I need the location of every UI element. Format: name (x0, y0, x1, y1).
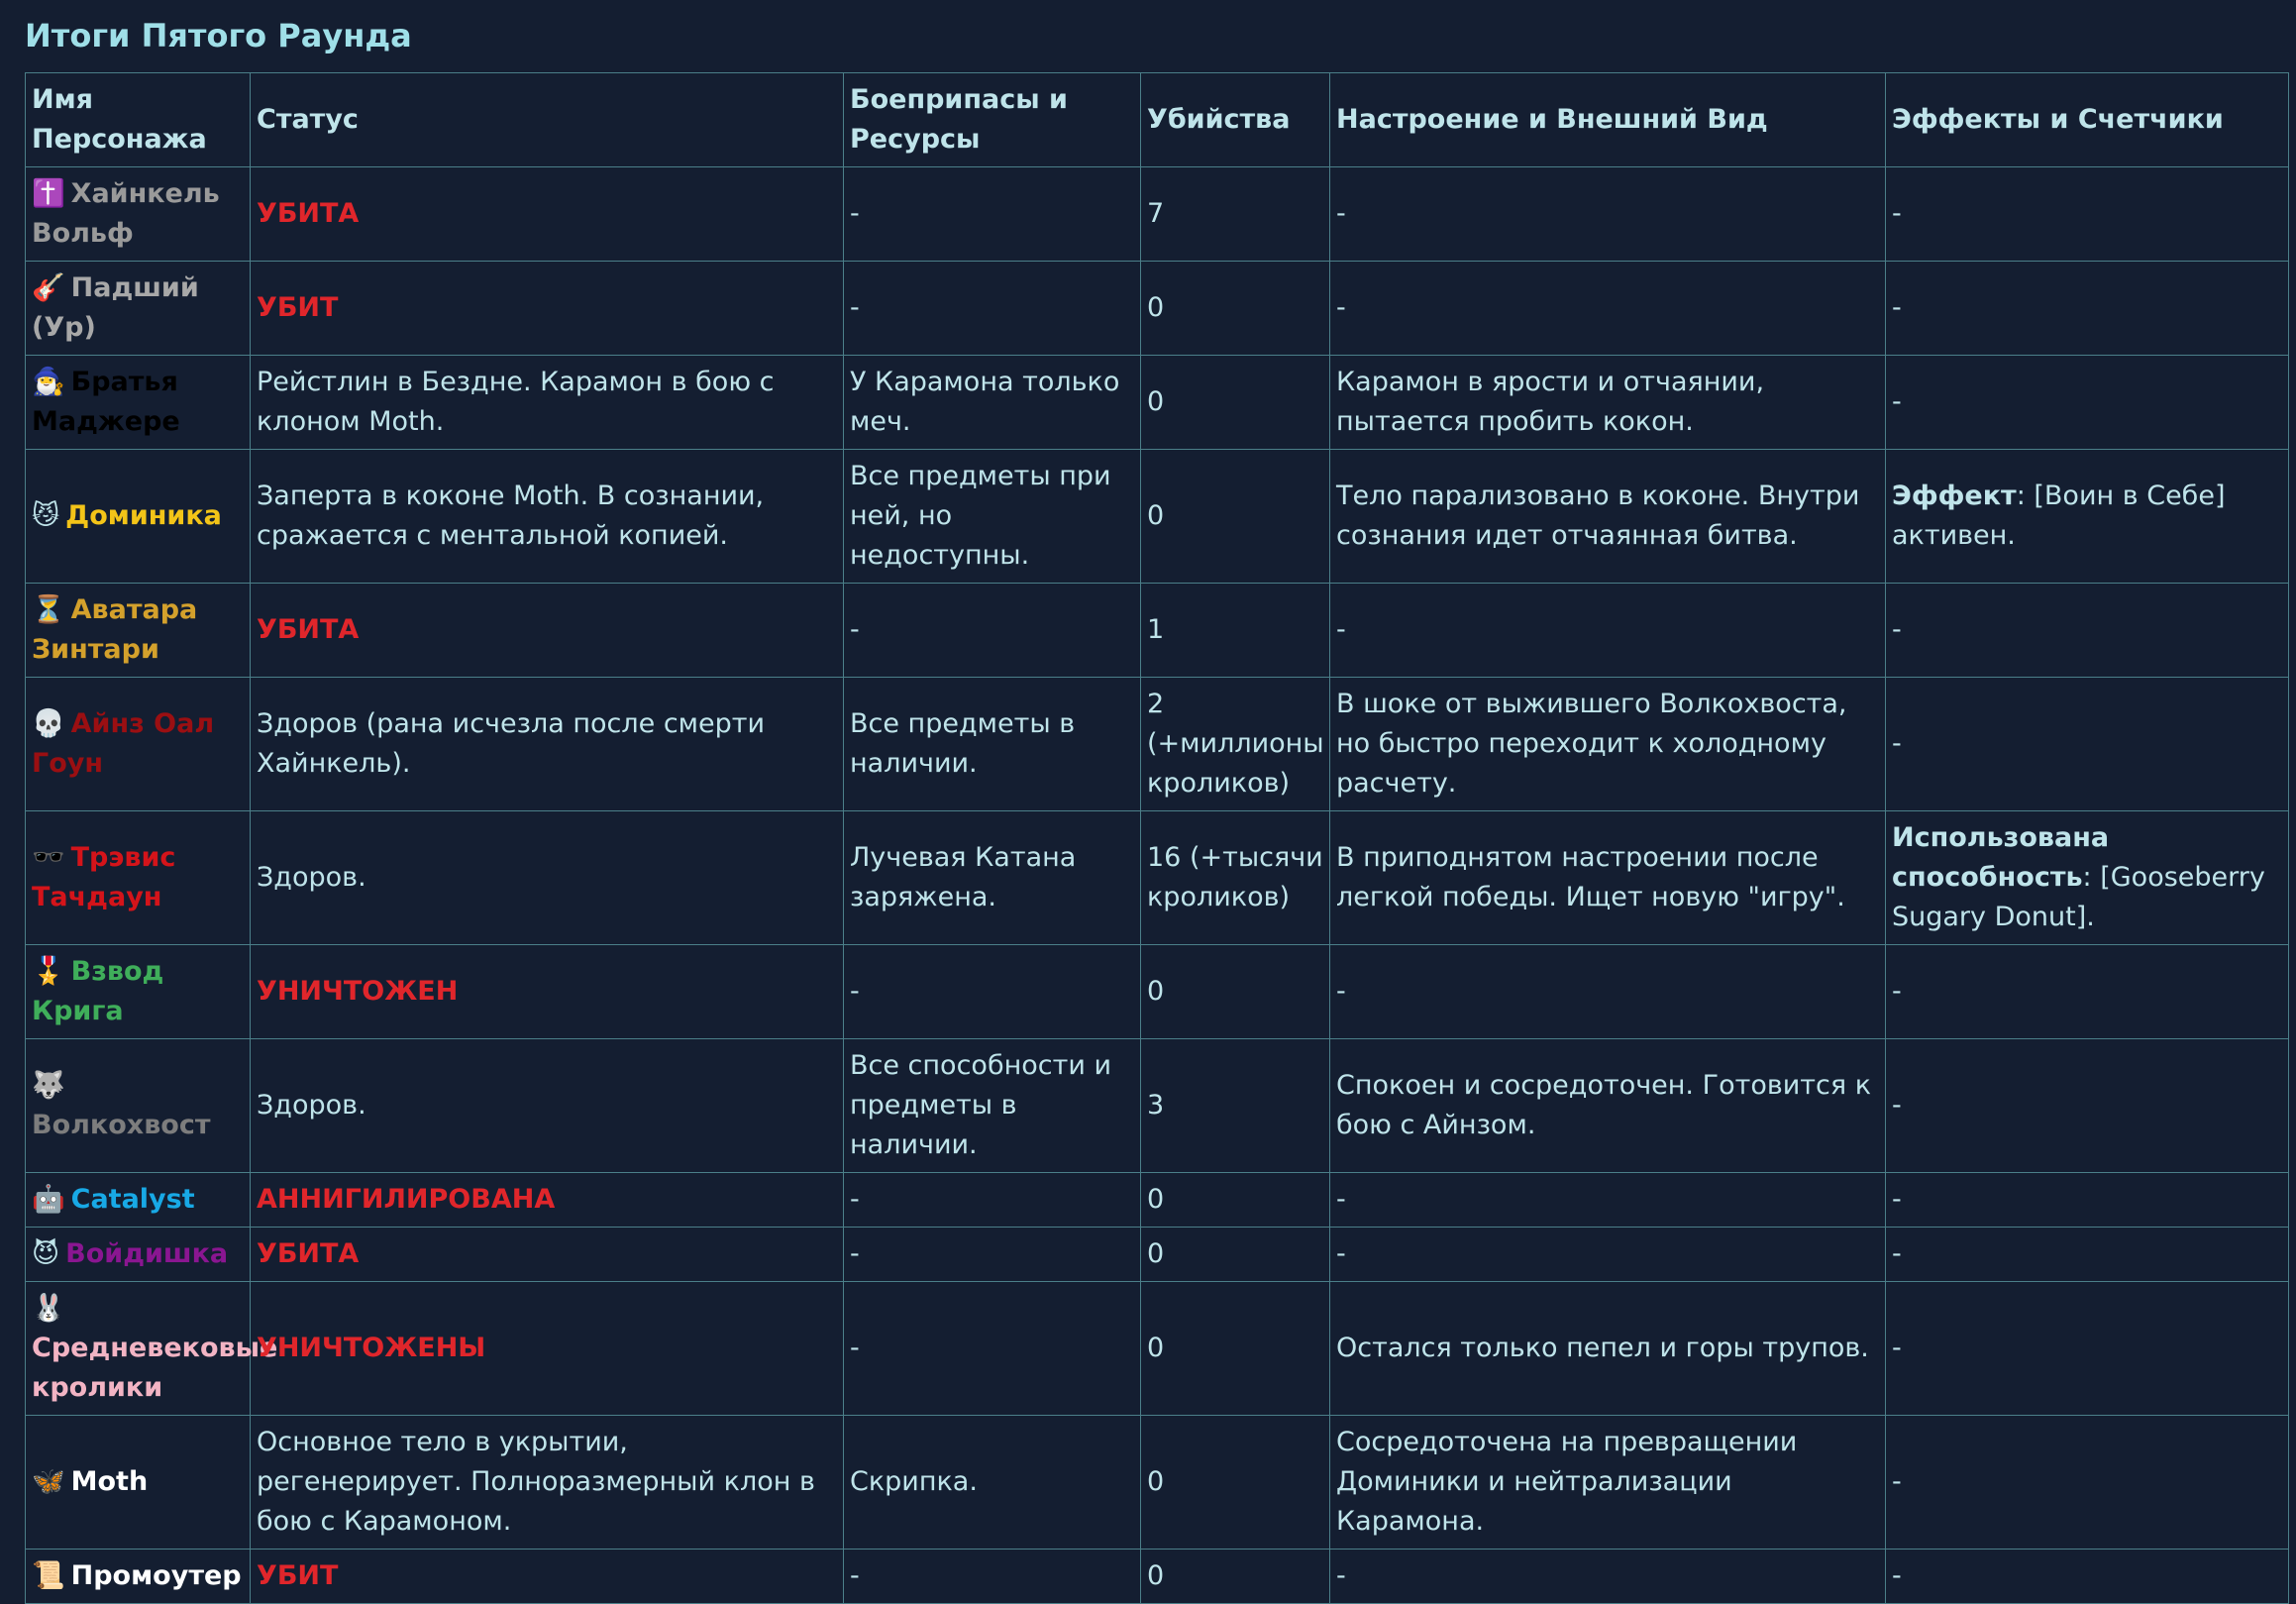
character-name-cell (26, 945, 251, 1039)
character-name-cell (26, 1173, 251, 1228)
table-row (26, 1173, 2289, 1228)
table-row (26, 1282, 2289, 1416)
mood-cell: Карамон в ярости и отчаянии, пытается пробить кокон. (1330, 356, 1886, 450)
robot-icon: 🤖 (32, 1184, 65, 1215)
character-name-cell (26, 167, 251, 262)
mood-cell: Спокоен и сосредоточен. Готовится к бою с Айнзом. (1330, 1039, 1886, 1173)
character-name: Айнз Оал Гоун (32, 708, 215, 779)
kills-cell: 0 (1141, 1228, 1330, 1282)
kills-cell: 1 (1141, 584, 1330, 678)
status-cell: УНИЧТОЖЕН (251, 945, 844, 1039)
round-results-table (25, 72, 2289, 1604)
kills-cell: 2 (+миллионы кроликов) (1141, 678, 1330, 811)
status-cell: УБИТ (251, 1550, 844, 1604)
mood-cell: - (1330, 1173, 1886, 1228)
header-name: Имя Персонажа (26, 73, 251, 167)
ammo-cell: - (844, 1173, 1141, 1228)
table-row (26, 356, 2289, 450)
effect-text: : [Gooseberry Sugary Donut]. (1892, 862, 2265, 932)
character-name: Catalyst (70, 1184, 195, 1215)
kills-cell: 0 (1141, 945, 1330, 1039)
effect-label: Использована способность (1892, 822, 2110, 893)
effects-cell: - (1886, 1550, 2289, 1604)
ammo-cell: - (844, 584, 1141, 678)
effect-label: Эффект (1892, 481, 2017, 511)
header-kills: Убийства (1141, 73, 1330, 167)
ammo-cell: - (844, 1228, 1141, 1282)
mood-cell: - (1330, 167, 1886, 262)
status-cell: УБИТА (251, 167, 844, 262)
military-medal-icon: 🎖️ (32, 956, 65, 987)
ammo-cell: - (844, 1282, 1141, 1416)
sunglasses-icon: 🕶️ (32, 842, 65, 873)
status-cell: Здоров (рана исчезла после смерти Хайнкель). (251, 678, 844, 811)
character-name: Аватара Зинтари (32, 594, 198, 665)
character-name: Средневековые кролики (32, 1333, 278, 1403)
kills-cell: 0 (1141, 450, 1330, 584)
status-cell: УНИЧТОЖЕНЫ (251, 1282, 844, 1416)
effect-text: : [Воин в Себе] активен. (1892, 481, 2226, 551)
cat-face-icon: 😼 (32, 500, 60, 531)
character-name-cell (26, 1550, 251, 1604)
effects-cell (1886, 450, 2289, 584)
guitar-icon: 🎸 (32, 272, 65, 303)
status-cell: УБИТА (251, 584, 844, 678)
ammo-cell: У Карамона только меч. (844, 356, 1141, 450)
kills-cell: 0 (1141, 1416, 1330, 1550)
mood-cell: - (1330, 1228, 1886, 1282)
character-name: Братья Маджере (32, 367, 180, 437)
ammo-cell: Все предметы в наличии. (844, 678, 1141, 811)
status-cell: Рейстлин в Бездне. Карамон в бою с клоном Moth. (251, 356, 844, 450)
character-name-cell (26, 450, 251, 584)
hourglass-icon: ⏳ (32, 594, 65, 625)
mood-cell: В приподнятом настроении после легкой победы. Ищет новую "игру". (1330, 811, 1886, 945)
table-row (26, 945, 2289, 1039)
ammo-cell: - (844, 262, 1141, 356)
ammo-cell: Скрипка. (844, 1416, 1141, 1550)
effects-cell: - (1886, 262, 2289, 356)
table-row (26, 1228, 2289, 1282)
effects-cell: - (1886, 1039, 2289, 1173)
ammo-cell: Все способности и предметы в наличии. (844, 1039, 1141, 1173)
effects-cell: - (1886, 678, 2289, 811)
character-name: Промоутер (70, 1560, 242, 1591)
table-row (26, 167, 2289, 262)
character-name-cell (26, 811, 251, 945)
header-effects: Эффекты и Счетчики (1886, 73, 2289, 167)
mood-cell: Тело парализовано в коконе. Внутри сознания идет отчаянная битва. (1330, 450, 1886, 584)
table-row (26, 678, 2289, 811)
devil-face-icon: 😈 (32, 1238, 60, 1269)
character-name: Волкохвост (32, 1110, 211, 1140)
table-row (26, 262, 2289, 356)
table-row (26, 1550, 2289, 1604)
character-name: Войдишка (65, 1238, 229, 1269)
status-cell: Заперта в коконе Moth. В сознании, сражается с ментальной копией. (251, 450, 844, 584)
ammo-cell: - (844, 945, 1141, 1039)
kills-cell: 0 (1141, 262, 1330, 356)
ammo-cell: Все предметы при ней, но недоступны. (844, 450, 1141, 584)
rabbit-icon: 🐰 (32, 1293, 65, 1324)
character-name: Хайнкель Вольф (32, 178, 220, 249)
mood-cell: - (1330, 1550, 1886, 1604)
mood-cell: В шоке от выжившего Волкохвоста, но быстро переходит к холодному расчету. (1330, 678, 1886, 811)
header-ammo: Боеприпасы и Ресурсы (844, 73, 1141, 167)
scroll-icon: 📜 (32, 1560, 65, 1591)
table-row (26, 1039, 2289, 1173)
page-title: Итоги Пятого Раунда (25, 17, 412, 54)
status-cell: УБИТА (251, 1228, 844, 1282)
status-cell: АННИГИЛИРОВАНА (251, 1173, 844, 1228)
character-name: Трэвис Тачдаун (32, 842, 176, 912)
effects-cell: - (1886, 1282, 2289, 1416)
character-name-cell (26, 1039, 251, 1173)
effects-cell: - (1886, 945, 2289, 1039)
kills-cell: 3 (1141, 1039, 1330, 1173)
header-status: Статус (251, 73, 844, 167)
table-row (26, 584, 2289, 678)
kills-cell: 0 (1141, 356, 1330, 450)
latin-cross-icon: ✝️ (32, 178, 65, 209)
kills-cell: 0 (1141, 1282, 1330, 1416)
kills-cell: 0 (1141, 1550, 1330, 1604)
status-cell: Здоров. (251, 811, 844, 945)
character-name-cell (26, 678, 251, 811)
effects-cell: - (1886, 1416, 2289, 1550)
ammo-cell: - (844, 1550, 1141, 1604)
mood-cell: Сосредоточена на превращении Доминики и нейтрализации Карамона. (1330, 1416, 1886, 1550)
effects-cell: - (1886, 167, 2289, 262)
skull-icon: 💀 (32, 708, 65, 739)
character-name-cell (26, 584, 251, 678)
character-name-cell (26, 356, 251, 450)
mood-cell: Остался только пепел и горы трупов. (1330, 1282, 1886, 1416)
kills-cell: 7 (1141, 167, 1330, 262)
table-row (26, 811, 2289, 945)
mood-cell: - (1330, 584, 1886, 678)
character-name-cell (26, 1282, 278, 1416)
kills-cell: 16 (+тысячи кроликов) (1141, 811, 1330, 945)
kills-cell: 0 (1141, 1173, 1330, 1228)
character-name: Moth (70, 1466, 149, 1497)
mood-cell: - (1330, 945, 1886, 1039)
character-name: Доминика (65, 500, 222, 531)
status-cell: Основное тело в укрытии, регенерирует. Полноразмерный клон в бою с Карамоном. (251, 1416, 844, 1550)
effects-cell: - (1886, 1173, 2289, 1228)
mood-cell: - (1330, 262, 1886, 356)
table-row (26, 1416, 2289, 1550)
table-row (26, 450, 2289, 584)
wolf-icon: 🐺 (32, 1070, 65, 1101)
character-name-cell (26, 1228, 251, 1282)
header-mood: Настроение и Внешний Вид (1330, 73, 1886, 167)
effects-cell: - (1886, 1228, 2289, 1282)
character-name-cell (26, 1416, 251, 1550)
ammo-cell: Лучевая Катана заряжена. (844, 811, 1141, 945)
character-name: Падший (Ур) (32, 272, 199, 343)
table-header-row (26, 73, 2289, 167)
status-cell: Здоров. (251, 1039, 844, 1173)
status-cell: УБИТ (251, 262, 844, 356)
butterfly-icon: 🦋 (32, 1466, 65, 1497)
character-name: Взвод Крига (32, 956, 164, 1026)
effects-cell: - (1886, 584, 2289, 678)
effects-cell (1886, 811, 2289, 945)
wizard-icon: 🧙‍♂️ (32, 367, 65, 397)
effects-cell: - (1886, 356, 2289, 450)
ammo-cell: - (844, 167, 1141, 262)
character-name-cell (26, 262, 251, 356)
